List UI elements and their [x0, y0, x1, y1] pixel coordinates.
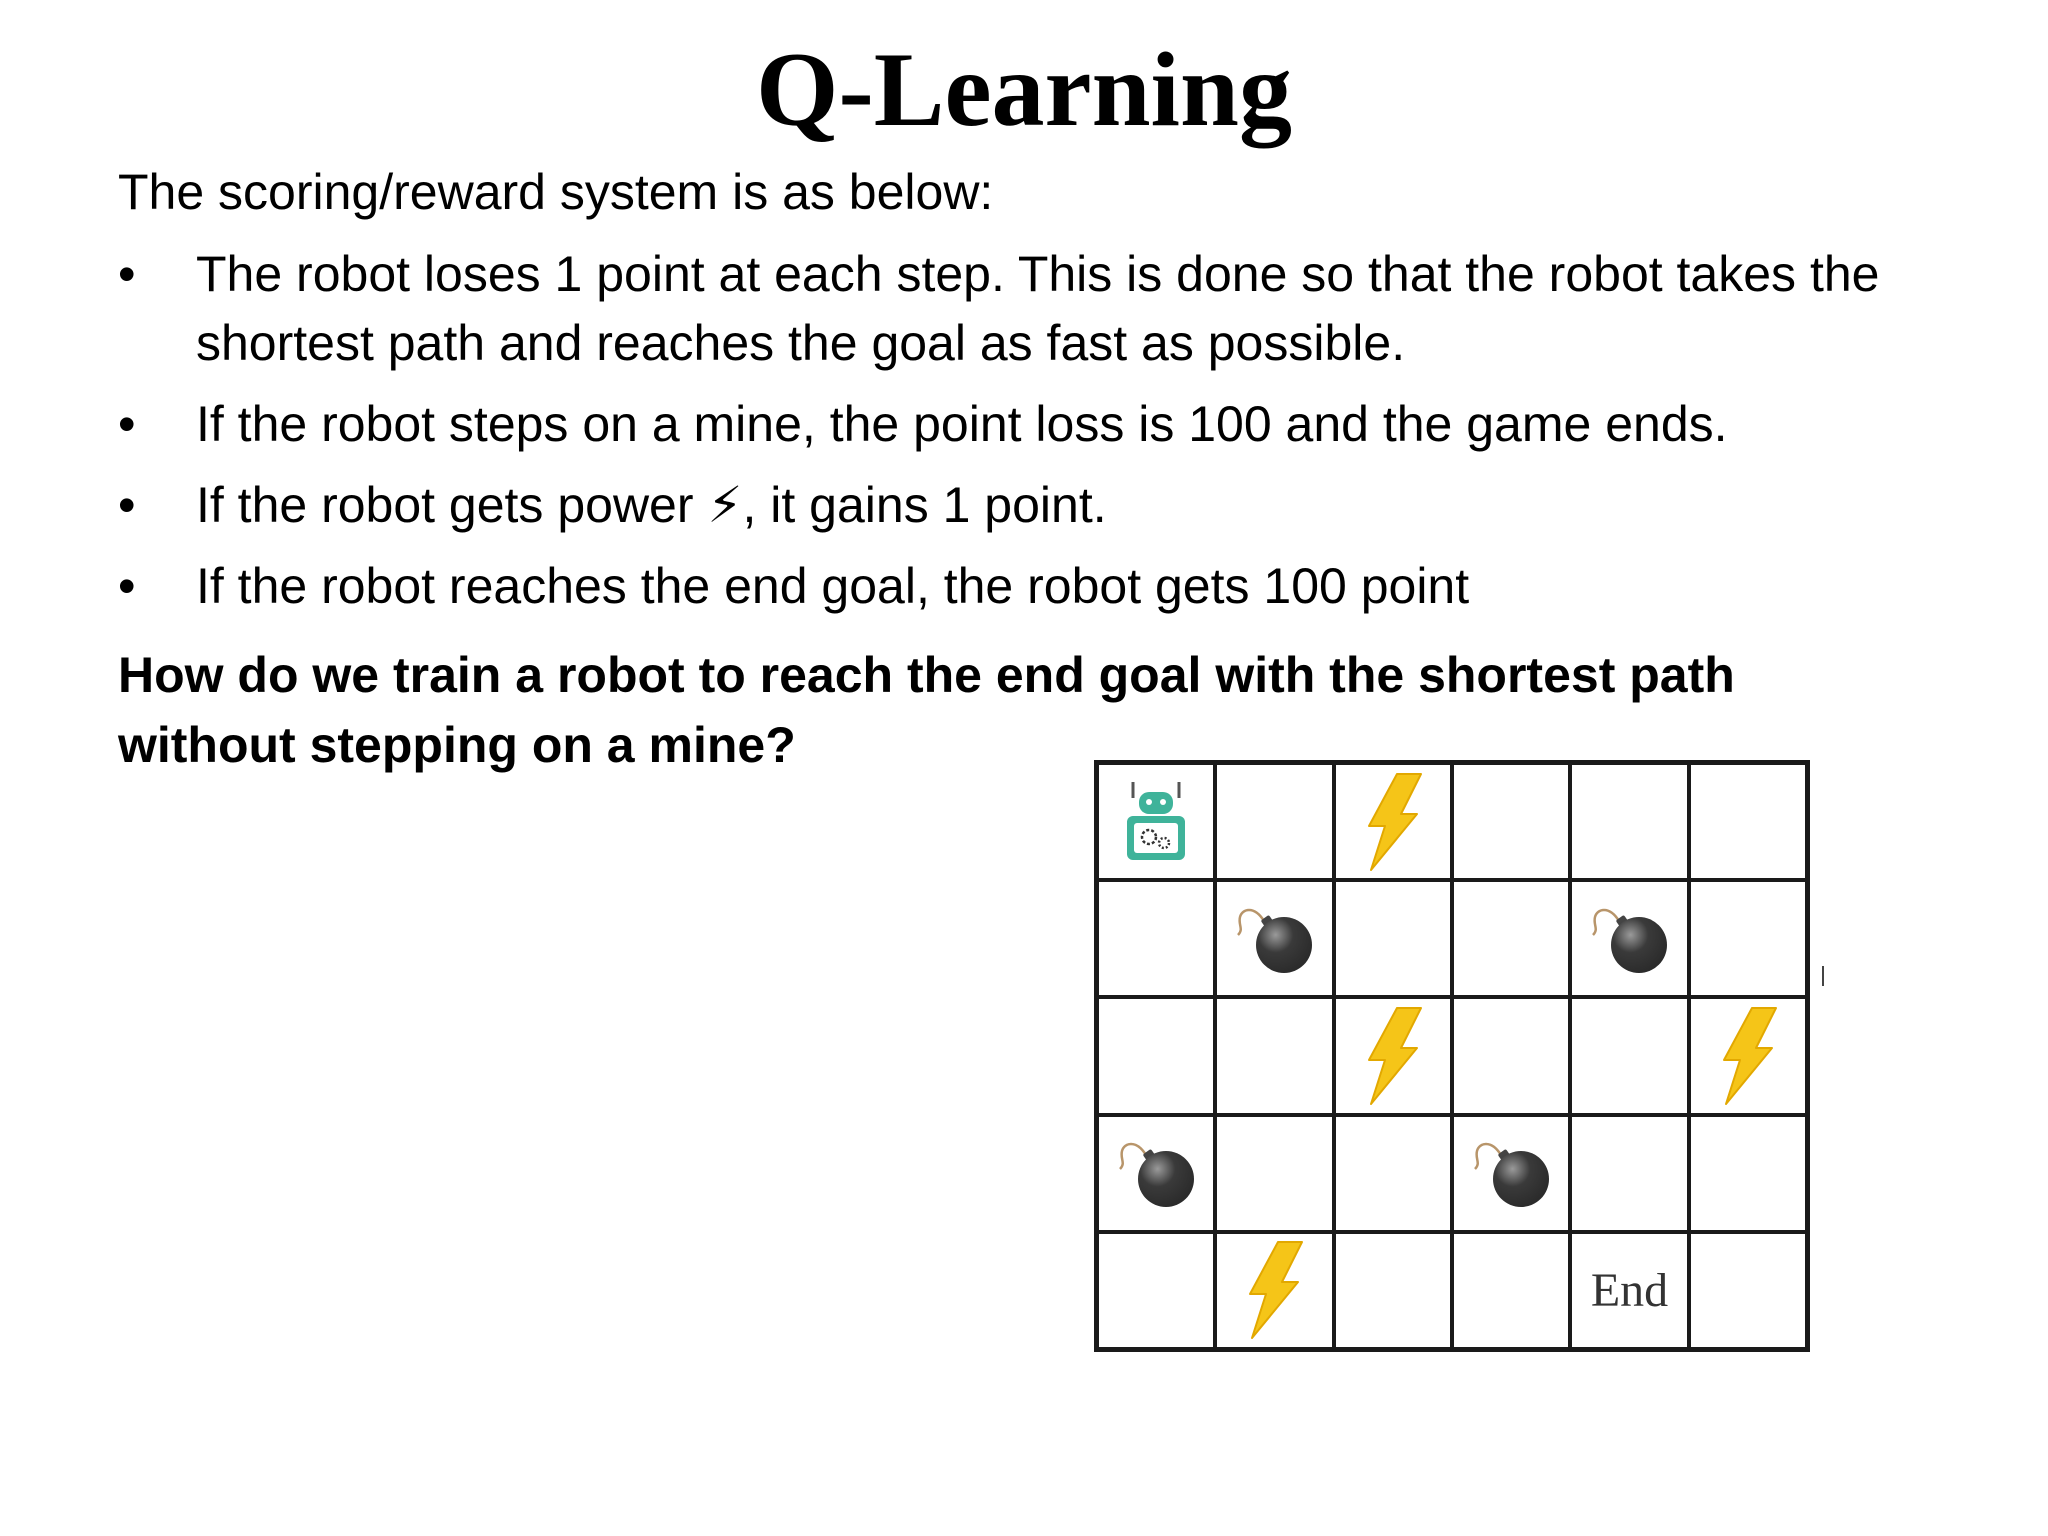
grid-cell	[1570, 997, 1688, 1114]
reward-rule-end	[118, 552, 1918, 621]
bomb-icon	[1579, 899, 1679, 979]
grid-cell	[1452, 880, 1570, 997]
grid-cell	[1452, 1232, 1570, 1349]
grid-cell	[1452, 997, 1570, 1114]
reward-rules-list	[118, 240, 1918, 633]
grid-cell	[1570, 880, 1688, 997]
grid-cell	[1215, 880, 1333, 997]
reward-rule-text: If the robot gets power ⚡, it gains 1 point.	[196, 477, 1107, 533]
reward-rule-step	[118, 240, 1918, 378]
intro-text: The scoring/reward system is as below:	[118, 164, 994, 220]
grid-cell	[1689, 880, 1807, 997]
lightning-bolt-icon	[1363, 1006, 1423, 1106]
grid-cell	[1689, 1232, 1807, 1349]
grid-cell	[1097, 763, 1215, 880]
grid-cell	[1570, 763, 1688, 880]
grid-cell	[1215, 1232, 1333, 1349]
bullet-dot: •	[118, 558, 136, 614]
lightning-bolt-icon	[1363, 772, 1423, 872]
reward-rule-mine	[118, 390, 1918, 459]
grid-cell	[1334, 1232, 1452, 1349]
bomb-icon	[1106, 1133, 1206, 1213]
grid-cell	[1097, 1232, 1215, 1349]
grid-cell	[1097, 880, 1215, 997]
bullet-dot: •	[118, 477, 136, 533]
grid-world	[1094, 760, 1810, 1352]
grid-cell	[1334, 1115, 1452, 1232]
grid-cell	[1689, 763, 1807, 880]
stray-mark	[1822, 966, 1824, 986]
lightning-bolt-icon	[1244, 1240, 1304, 1340]
end-goal-label: End	[1590, 1263, 1669, 1317]
grid-cell	[1452, 1115, 1570, 1232]
grid-cell	[1215, 1115, 1333, 1232]
grid-cell	[1097, 997, 1215, 1114]
bullet-dot: •	[118, 246, 136, 302]
grid-cell	[1334, 880, 1452, 997]
slide-title: Q-Learning	[756, 31, 1292, 148]
grid-world-board	[1094, 760, 1810, 1352]
bomb-icon	[1461, 1133, 1561, 1213]
reward-rule-text: The robot loses 1 point at each step. This is done so that the robot takes the shortest path and reaches the goal as fast as possible.	[196, 246, 1880, 371]
grid-cell	[1097, 1115, 1215, 1232]
grid-cell	[1452, 763, 1570, 880]
grid-cell	[1570, 1232, 1688, 1349]
grid-cell	[1570, 1115, 1688, 1232]
grid-cell	[1334, 763, 1452, 880]
reward-rule-power	[118, 471, 1918, 540]
robot-icon	[1121, 780, 1191, 864]
grid-cell	[1689, 1115, 1807, 1232]
reward-rule-text: If the robot reaches the end goal, the robot gets 100 point	[196, 558, 1470, 614]
lightning-bolt-icon	[1718, 1006, 1778, 1106]
grid-cell	[1215, 763, 1333, 880]
bomb-icon	[1224, 899, 1324, 979]
grid-cell	[1334, 997, 1452, 1114]
question-text: How do we train a robot to reach the end goal with the shortest path without stepping on a mine?	[118, 647, 1735, 773]
reward-rule-text: If the robot steps on a mine, the point loss is 100 and the game ends.	[196, 396, 1728, 452]
grid-cell	[1215, 997, 1333, 1114]
grid-cell	[1689, 997, 1807, 1114]
bullet-dot: •	[118, 396, 136, 452]
